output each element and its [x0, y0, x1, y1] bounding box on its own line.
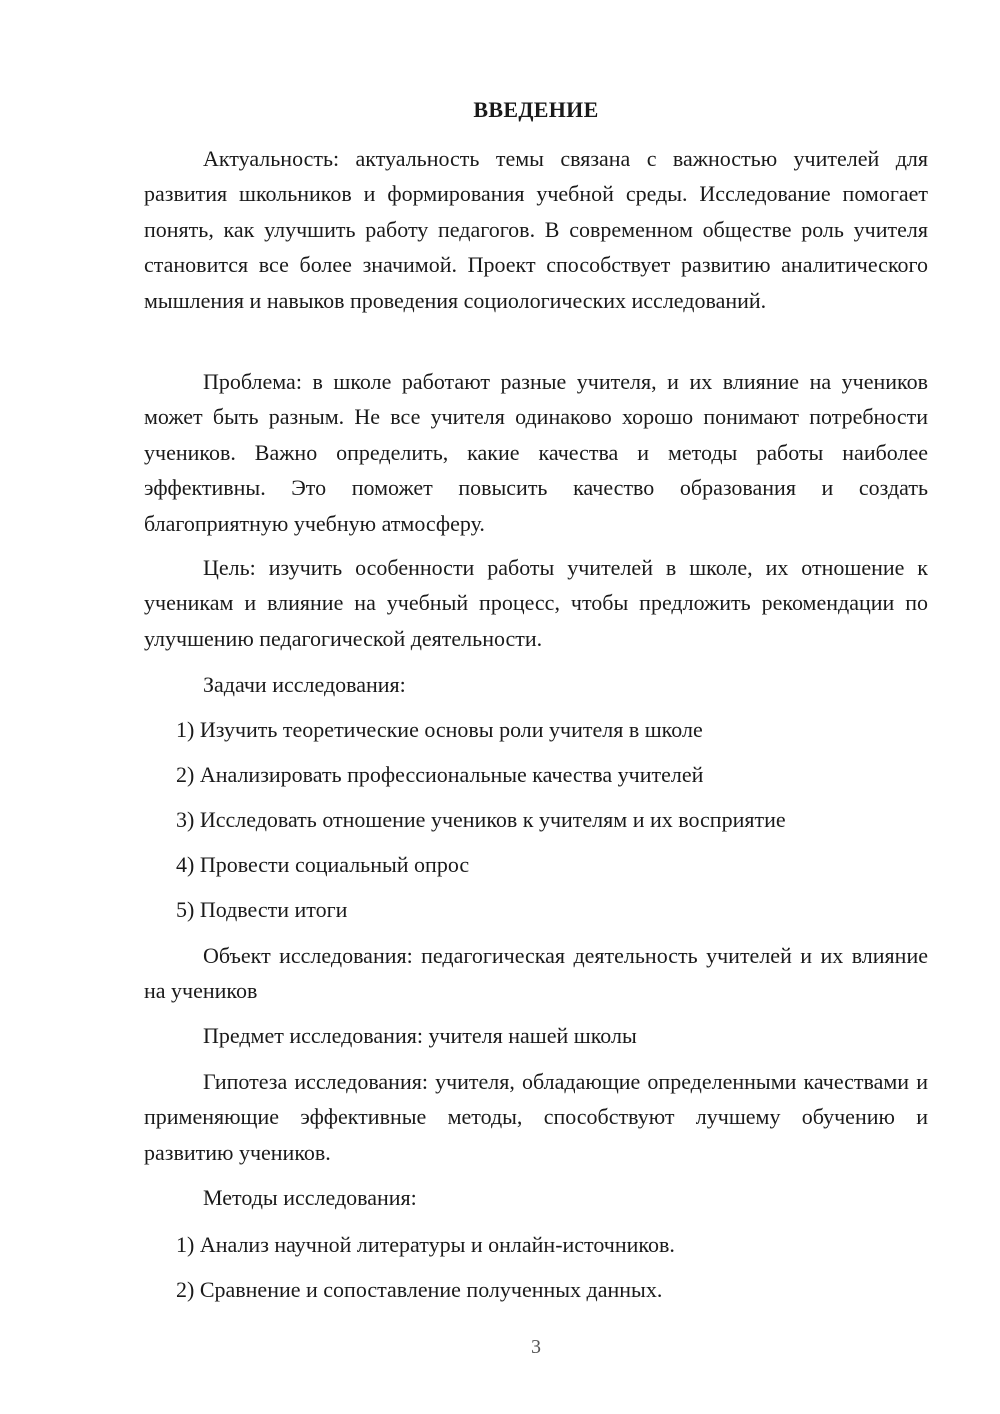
paragraph-object: Объект исследования: педагогическая деятельность учителей и их влияние на учеников	[144, 943, 928, 1004]
paragraph-tasks-heading: Задачи исследования:	[203, 672, 406, 697]
paragraph-goal: Цель: изучить особенности работы учителей в школе, их отношение к ученикам и влияние на учебный процесс, чтобы предложить рекомендации по улучшению педагогической деятельности.	[144, 555, 928, 651]
paragraph-methods-heading: Методы исследования:	[203, 1185, 417, 1210]
paragraph-subject: Предмет исследования: учителя нашей школы	[203, 1023, 637, 1048]
task-item-1: 1) Изучить теоретические основы роли учителя в школе	[176, 717, 703, 742]
paragraph-hypothesis: Гипотеза исследования: учителя, обладающие определенными качествами и применяющие эффективные методы, способствуют лучшему обучению и развитию учеников.	[144, 1069, 928, 1165]
page-number: 3	[531, 1336, 541, 1358]
task-item-5: 5) Подвести итоги	[176, 897, 348, 922]
paragraph-relevance: Актуальность: актуальность темы связана с важностью учителей для развития школьников и формирования учебной среды. Исследование помогает понять, как улучшить работу педагогов. В современном обществе роль учителя становится все более значимой. Проект способствует развитию аналитического мышления и навыков проведения социологических исследований.	[144, 146, 928, 313]
task-item-4: 4) Провести социальный опрос	[176, 852, 470, 877]
paragraph-problem: Проблема: в школе работают разные учителя, и их влияние на учеников может быть разным. Не все учителя одинаково хорошо понимают потребности учеников. Важно определить, какие качества и методы работы наиболее эффективны. Это поможет повысить качество образования и создать благоприятную учебную атмосферу.	[144, 369, 928, 536]
method-item-2: 2) Сравнение и сопоставление полученных данных.	[176, 1277, 663, 1302]
task-item-3: 3) Исследовать отношение учеников к учителям и их восприятие	[176, 807, 786, 832]
task-item-2: 2) Анализировать профессиональные качества учителей	[176, 762, 704, 787]
method-item-1: 1) Анализ научной литературы и онлайн-источников.	[176, 1232, 675, 1257]
section-title: ВВЕДЕНИЕ	[473, 97, 599, 122]
